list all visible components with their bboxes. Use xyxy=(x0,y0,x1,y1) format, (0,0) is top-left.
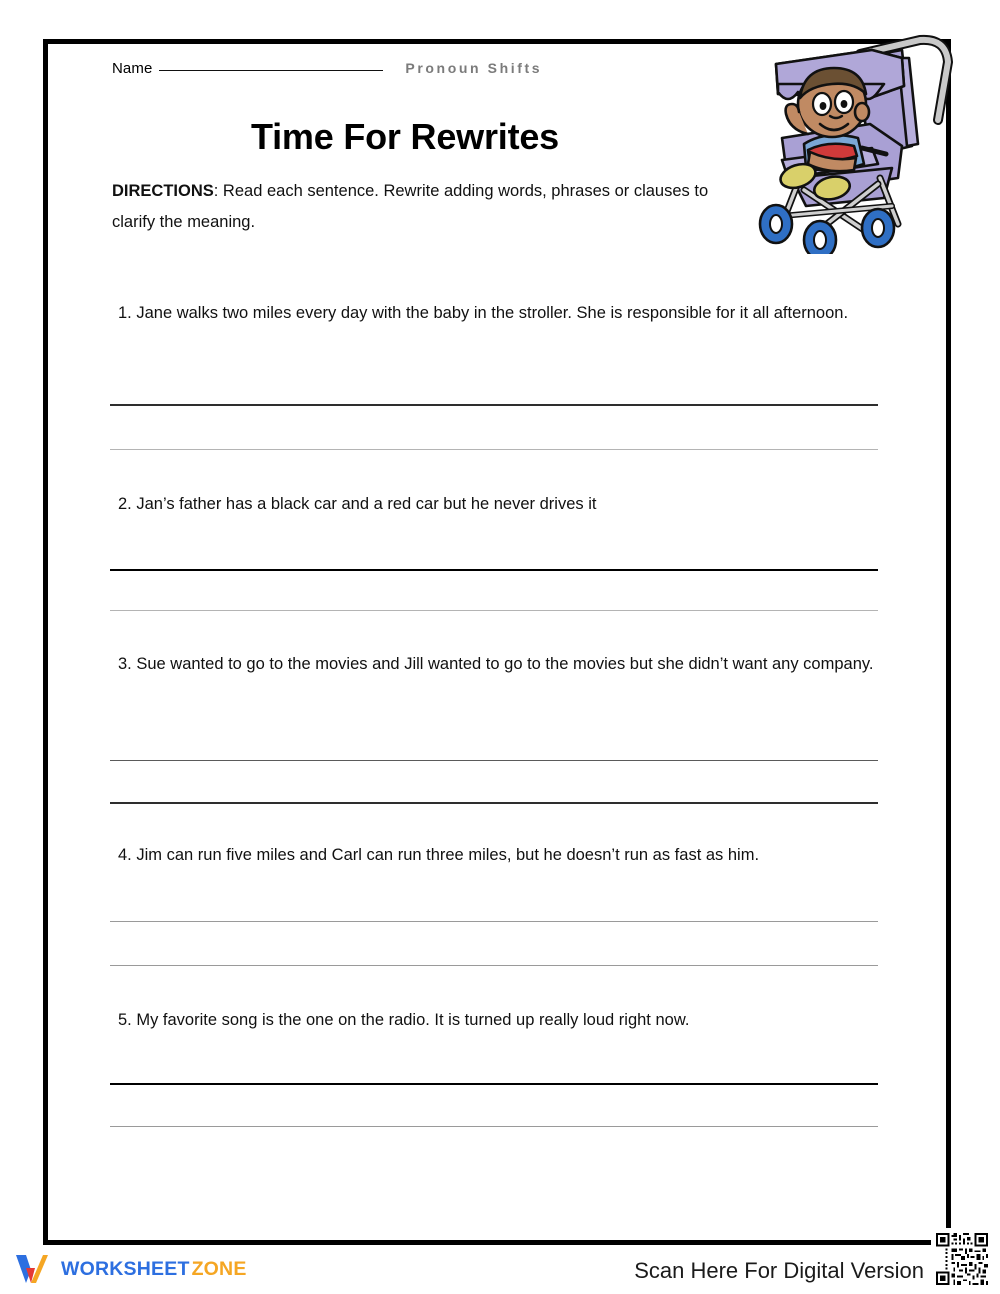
question-5: 5. My favorite song is the one on the radio. It is turned up really loud right now. xyxy=(118,1011,690,1029)
qr-code[interactable] xyxy=(931,1228,993,1290)
question-2: 2. Jan’s father has a black car and a red car but he never drives it xyxy=(118,495,597,513)
directions-label: DIRECTIONS xyxy=(112,182,214,200)
question-4: 4. Jim can run five miles and Carl can run three miles, but he doesn’t run as fast as him. xyxy=(118,846,760,864)
name-label: Name xyxy=(112,60,153,77)
answer-line-5b[interactable] xyxy=(110,1126,878,1127)
question-3: 3. Sue wanted to go to the movies and Jill wanted to go to the movies but she didn’t want any company. xyxy=(118,655,874,673)
name-write-in-line[interactable] xyxy=(159,69,383,71)
logo-worksheet-text: WORKSHEET xyxy=(61,1257,190,1280)
answer-line-1a[interactable] xyxy=(110,404,878,406)
answer-line-1b[interactable] xyxy=(110,449,878,450)
answer-line-3a[interactable] xyxy=(110,760,878,761)
answer-line-3b[interactable] xyxy=(110,802,878,804)
logo-w-mark-icon xyxy=(14,1252,52,1286)
worksheet-zone-logo xyxy=(14,1252,247,1286)
logo-zone-text: ZONE xyxy=(191,1257,247,1280)
question-1: 1. Jane walks two miles every day with the baby in the stroller. She is responsible for it all afternoon. xyxy=(118,304,849,322)
answer-line-5a[interactable] xyxy=(110,1083,878,1085)
answer-line-2a[interactable] xyxy=(110,569,878,571)
logo-wordmark xyxy=(61,1258,247,1281)
directions-text: : Read each sentence. Rewrite adding words, phrases or clauses to clarify the meaning. xyxy=(112,182,709,231)
directions xyxy=(112,176,724,238)
scan-prompt-text: Scan Here For Digital Version xyxy=(634,1258,924,1283)
page-title: Time For Rewrites xyxy=(250,116,560,157)
baby-in-stroller-illustration xyxy=(752,28,964,254)
answer-line-4b[interactable] xyxy=(110,965,878,966)
answer-line-2b[interactable] xyxy=(110,610,878,611)
answer-line-4a[interactable] xyxy=(110,921,878,922)
name-row xyxy=(112,60,712,77)
worksheet-topic: Pronoun Shifts xyxy=(405,60,543,76)
